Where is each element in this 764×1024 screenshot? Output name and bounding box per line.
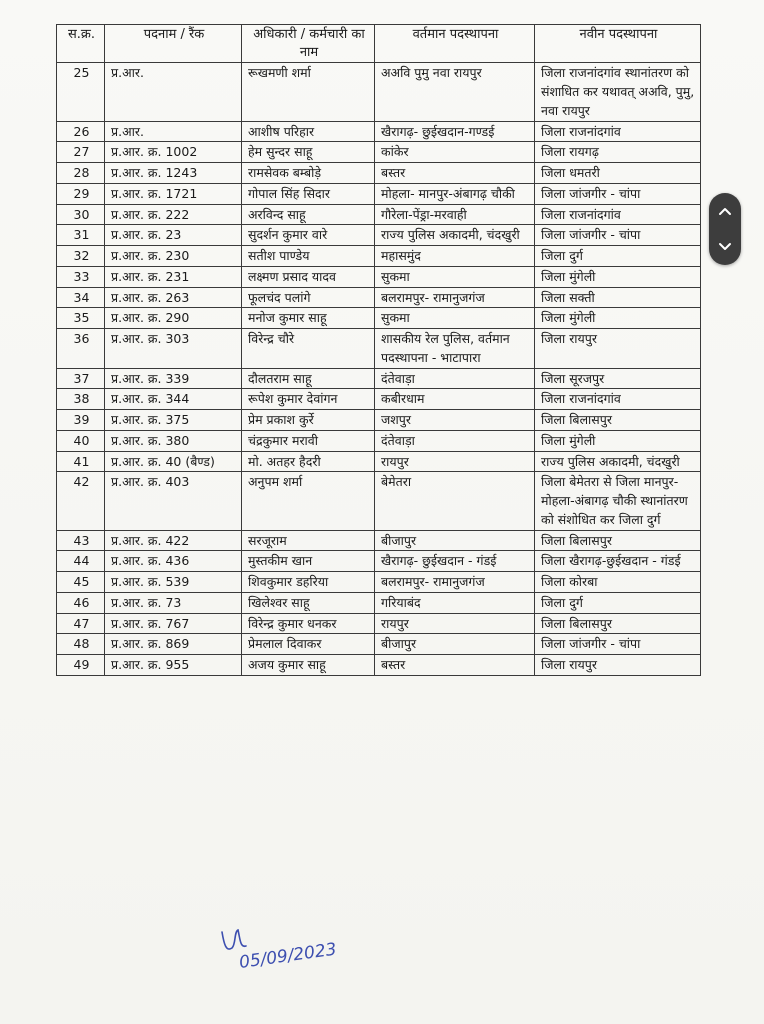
cell-officer-name: दौलतराम साहू [242, 368, 375, 389]
table-row [57, 592, 701, 613]
table-row [57, 451, 701, 472]
cell-officer-name: शिवकुमार डहरिया [242, 572, 375, 593]
cell-officer-name: सरजूराम [242, 530, 375, 551]
cell-serial: 30 [57, 204, 105, 225]
cell-current-posting: बस्तर [375, 655, 535, 676]
cell-new-posting: जिला रायपुर [535, 329, 701, 369]
cell-current-posting: कबीरधाम [375, 389, 535, 410]
cell-officer-name: अनुपम शर्मा [242, 472, 375, 530]
cell-new-posting: जिला जांजगीर - चांपा [535, 183, 701, 204]
cell-current-posting: बस्तर [375, 163, 535, 184]
cell-new-posting: जिला राजनांदगांव [535, 389, 701, 410]
cell-officer-name: रामसेवक बम्बोड़े [242, 163, 375, 184]
table-row [57, 121, 701, 142]
cell-designation: प्र.आर. क्र. 1243 [105, 163, 242, 184]
cell-serial: 48 [57, 634, 105, 655]
cell-serial: 32 [57, 246, 105, 267]
cell-serial: 27 [57, 142, 105, 163]
cell-designation: प्र.आर. क्र. 344 [105, 389, 242, 410]
cell-current-posting: बीजापुर [375, 530, 535, 551]
table-row [57, 410, 701, 431]
cell-current-posting: सुकमा [375, 308, 535, 329]
table-row [57, 225, 701, 246]
cell-officer-name: रूखमणी शर्मा [242, 63, 375, 121]
cell-designation: प्र.आर. क्र. 231 [105, 266, 242, 287]
cell-serial: 41 [57, 451, 105, 472]
cell-officer-name: फूलचंद पलांगे [242, 287, 375, 308]
cell-designation: प्र.आर. क्र. 767 [105, 613, 242, 634]
cell-current-posting: बलरामपुर- रामानुजगंज [375, 287, 535, 308]
cell-new-posting: जिला जांजगीर - चांपा [535, 225, 701, 246]
cell-new-posting: जिला बिलासपुर [535, 410, 701, 431]
signature-date: 05/09/2023 [237, 939, 338, 973]
transfer-table [56, 24, 701, 676]
cell-officer-name: प्रेम प्रकाश कुर्रे [242, 410, 375, 431]
table-row [57, 634, 701, 655]
cell-current-posting: जशपुर [375, 410, 535, 431]
cell-designation: प्र.आर. क्र. 1002 [105, 142, 242, 163]
table-row [57, 204, 701, 225]
cell-designation: प्र.आर. क्र. 539 [105, 572, 242, 593]
cell-designation: प्र.आर. क्र. 422 [105, 530, 242, 551]
cell-designation: प्र.आर. क्र. 23 [105, 225, 242, 246]
cell-serial: 47 [57, 613, 105, 634]
cell-designation: प्र.आर. क्र. 230 [105, 246, 242, 267]
scroll-down-button[interactable] [713, 235, 737, 259]
cell-current-posting: बेमेतरा [375, 472, 535, 530]
header-serial: स.क्र. [57, 25, 105, 63]
cell-serial: 35 [57, 308, 105, 329]
cell-serial: 43 [57, 530, 105, 551]
cell-officer-name: अजय कुमार साहू [242, 655, 375, 676]
cell-new-posting: जिला बिलासपुर [535, 530, 701, 551]
cell-officer-name: सतीश पाण्डेय [242, 246, 375, 267]
header-designation: पदनाम / रैंक [105, 25, 242, 63]
cell-current-posting: मोहला- मानपुर-अंबागढ़ चौकी [375, 183, 535, 204]
scroll-widget[interactable] [709, 193, 741, 265]
cell-designation: प्र.आर. क्र. 955 [105, 655, 242, 676]
table-row [57, 368, 701, 389]
table-header-row [57, 25, 701, 63]
cell-officer-name: मुस्तकीम खान [242, 551, 375, 572]
cell-officer-name: लक्ष्मण प्रसाद यादव [242, 266, 375, 287]
cell-new-posting: जिला दुर्ग [535, 246, 701, 267]
cell-designation: प्र.आर. क्र. 375 [105, 410, 242, 431]
cell-serial: 31 [57, 225, 105, 246]
cell-designation: प्र.आर. [105, 63, 242, 121]
cell-designation: प्र.आर. क्र. 290 [105, 308, 242, 329]
cell-officer-name: रूपेश कुमार देवांगन [242, 389, 375, 410]
cell-officer-name: हेम सुन्दर साहू [242, 142, 375, 163]
cell-serial: 33 [57, 266, 105, 287]
cell-serial: 28 [57, 163, 105, 184]
cell-serial: 42 [57, 472, 105, 530]
table-row [57, 572, 701, 593]
cell-current-posting: दंतेवाड़ा [375, 368, 535, 389]
cell-serial: 44 [57, 551, 105, 572]
chevron-down-icon [718, 242, 732, 252]
cell-officer-name: विरेन्द्र चौरे [242, 329, 375, 369]
table-row [57, 551, 701, 572]
cell-current-posting: राज्य पुलिस अकादमी, चंदखुरी [375, 225, 535, 246]
cell-new-posting: जिला बेमेतरा से जिला मानपुर-मोहला-अंबागढ़ चौकी स्थानांतरण को संशोधित कर जिला दुर्ग [535, 472, 701, 530]
cell-designation: प्र.आर. क्र. 40 (बैण्ड) [105, 451, 242, 472]
table-row [57, 163, 701, 184]
cell-designation: प्र.आर. [105, 121, 242, 142]
cell-current-posting: रायपुर [375, 451, 535, 472]
cell-officer-name: आशीष परिहार [242, 121, 375, 142]
cell-current-posting: खैरागढ़- छुईखदान-गण्डई [375, 121, 535, 142]
cell-current-posting: गौरेला-पेंड्रा-मरवाही [375, 204, 535, 225]
table-row [57, 266, 701, 287]
cell-new-posting: राज्य पुलिस अकादमी, चंदखुरी [535, 451, 701, 472]
table-row [57, 308, 701, 329]
cell-officer-name: सुदर्शन कुमार वारे [242, 225, 375, 246]
table-row [57, 183, 701, 204]
table-row [57, 142, 701, 163]
header-officer-name: अधिकारी / कर्मचारी का नाम [242, 25, 375, 63]
cell-officer-name: विरेन्द्र कुमार धनकर [242, 613, 375, 634]
table-body [57, 63, 701, 676]
cell-serial: 34 [57, 287, 105, 308]
cell-current-posting: कांकेर [375, 142, 535, 163]
header-current-posting: वर्तमान पदस्थापना [375, 25, 535, 63]
table-row [57, 389, 701, 410]
cell-serial: 38 [57, 389, 105, 410]
cell-serial: 40 [57, 430, 105, 451]
cell-officer-name: चंद्रकुमार मरावी [242, 430, 375, 451]
cell-current-posting: अअवि पुमु नवा रायपुर [375, 63, 535, 121]
cell-serial: 25 [57, 63, 105, 121]
cell-new-posting: जिला मुंगेली [535, 430, 701, 451]
cell-current-posting: गरियाबंद [375, 592, 535, 613]
cell-designation: प्र.आर. क्र. 303 [105, 329, 242, 369]
cell-officer-name: प्रेमलाल दिवाकर [242, 634, 375, 655]
table-row [57, 63, 701, 121]
cell-new-posting: जिला धमतरी [535, 163, 701, 184]
cell-officer-name: मनोज कुमार साहू [242, 308, 375, 329]
cell-designation: प्र.आर. क्र. 436 [105, 551, 242, 572]
cell-new-posting: जिला राजनांदगांव [535, 204, 701, 225]
cell-current-posting: शासकीय रेल पुलिस, वर्तमान पदस्थापना - भाटापारा [375, 329, 535, 369]
table-row [57, 287, 701, 308]
cell-serial: 37 [57, 368, 105, 389]
cell-designation: प्र.आर. क्र. 403 [105, 472, 242, 530]
cell-new-posting: जिला मुंगेली [535, 308, 701, 329]
cell-current-posting: बलरामपुर- रामानुजगंज [375, 572, 535, 593]
cell-new-posting: जिला बिलासपुर [535, 613, 701, 634]
cell-new-posting: जिला जांजगीर - चांपा [535, 634, 701, 655]
header-new-posting: नवीन पदस्थापना [535, 25, 701, 63]
cell-serial: 39 [57, 410, 105, 431]
cell-current-posting: दंतेवाड़ा [375, 430, 535, 451]
cell-officer-name: खिलेश्वर साहू [242, 592, 375, 613]
cell-designation: प्र.आर. क्र. 339 [105, 368, 242, 389]
handwritten-signature [216, 922, 366, 982]
cell-officer-name: मो. अतहर हैदरी [242, 451, 375, 472]
cell-serial: 49 [57, 655, 105, 676]
table-row [57, 329, 701, 369]
cell-new-posting: जिला रायपुर [535, 655, 701, 676]
cell-new-posting: जिला कोरबा [535, 572, 701, 593]
cell-current-posting: रायपुर [375, 613, 535, 634]
cell-designation: प्र.आर. क्र. 263 [105, 287, 242, 308]
chevron-up-icon [718, 206, 732, 216]
cell-designation: प्र.आर. क्र. 380 [105, 430, 242, 451]
cell-serial: 29 [57, 183, 105, 204]
scroll-up-button[interactable] [713, 199, 737, 223]
cell-new-posting: जिला मुंगेली [535, 266, 701, 287]
table-row [57, 655, 701, 676]
cell-new-posting: जिला दुर्ग [535, 592, 701, 613]
cell-serial: 26 [57, 121, 105, 142]
table-row [57, 613, 701, 634]
table-row [57, 430, 701, 451]
cell-new-posting: जिला राजनांदगांव [535, 121, 701, 142]
cell-designation: प्र.आर. क्र. 1721 [105, 183, 242, 204]
cell-current-posting: बीजापुर [375, 634, 535, 655]
table-row [57, 472, 701, 530]
cell-new-posting: जिला रायगढ़ [535, 142, 701, 163]
cell-current-posting: खैरागढ़- छुईखदान - गंडई [375, 551, 535, 572]
cell-current-posting: महासमुंद [375, 246, 535, 267]
cell-current-posting: सुकमा [375, 266, 535, 287]
cell-designation: प्र.आर. क्र. 222 [105, 204, 242, 225]
cell-serial: 45 [57, 572, 105, 593]
cell-designation: प्र.आर. क्र. 869 [105, 634, 242, 655]
table-row [57, 246, 701, 267]
cell-new-posting: जिला सूरजपुर [535, 368, 701, 389]
cell-designation: प्र.आर. क्र. 73 [105, 592, 242, 613]
table-row [57, 530, 701, 551]
cell-new-posting: जिला खैरागढ़-छुईखदान - गंडई [535, 551, 701, 572]
cell-officer-name: गोपाल सिंह सिदार [242, 183, 375, 204]
cell-serial: 46 [57, 592, 105, 613]
cell-officer-name: अरविन्द साहू [242, 204, 375, 225]
cell-serial: 36 [57, 329, 105, 369]
cell-new-posting: जिला सक्ती [535, 287, 701, 308]
cell-new-posting: जिला राजनांदगांव स्थानांतरण को संशाधित कर यथावत् अअवि, पुमु, नवा रायपुर [535, 63, 701, 121]
